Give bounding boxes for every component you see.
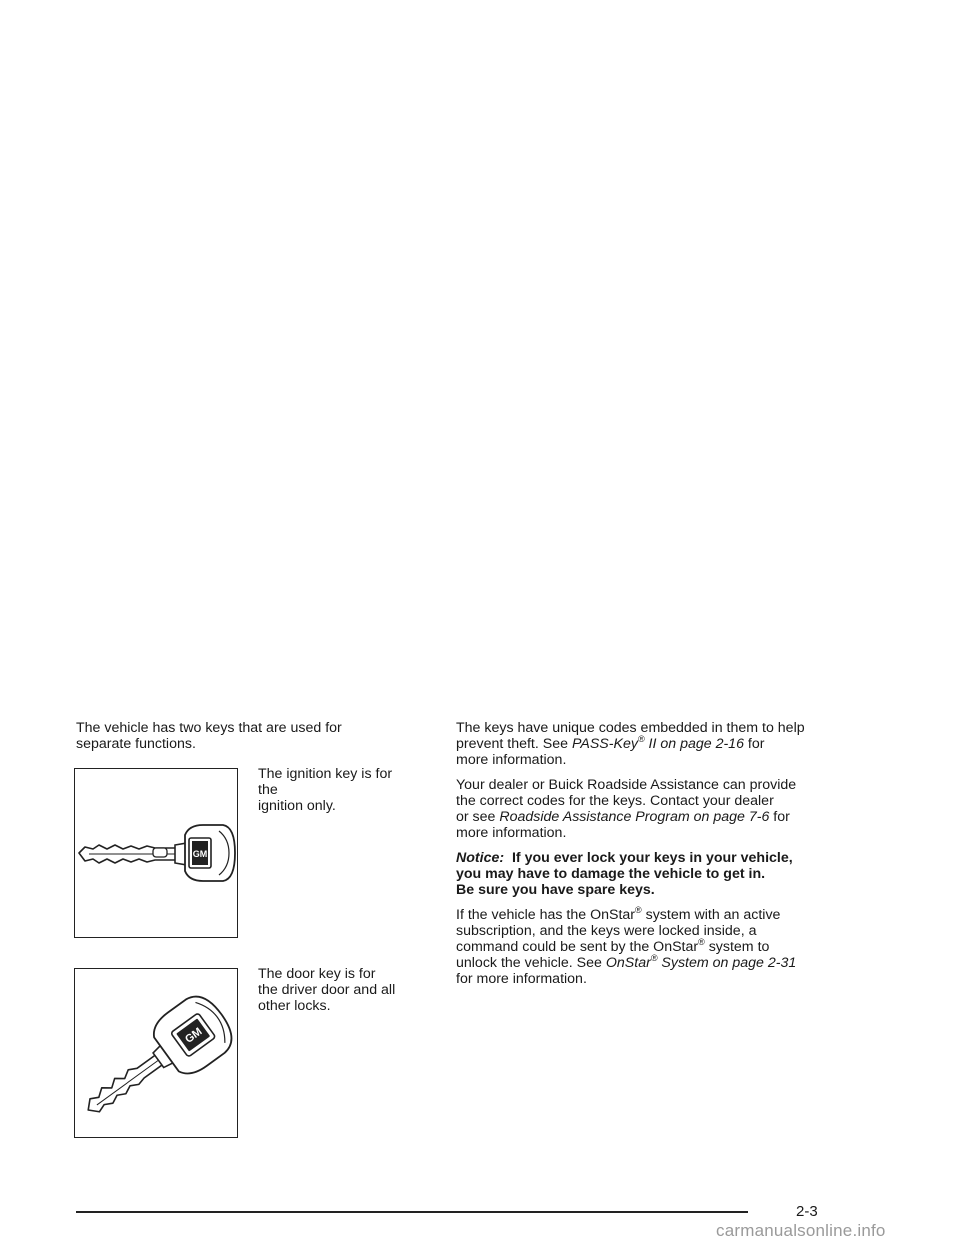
onstar-line-3: command could be sent by the OnStar xyxy=(456,939,699,955)
registered-mark: ® xyxy=(635,905,642,915)
ignition-key-illustration xyxy=(74,768,238,938)
dealer-line-1: Your dealer or Buick Roadside Assistance can provide xyxy=(456,777,797,793)
codes-line-3: more information. xyxy=(456,752,567,768)
onstar-line-2: subscription, and the keys were locked inside, a xyxy=(456,923,757,939)
notice-line-3: Be sure you have spare keys. xyxy=(456,882,655,898)
ignition-key-icon xyxy=(75,769,236,936)
codes-line-2-end: for xyxy=(743,736,765,752)
key-codes-paragraph xyxy=(456,720,836,768)
registered-mark: ® xyxy=(650,953,658,963)
onstar-line-1-end: system with an active xyxy=(641,907,781,923)
pass-key-xref-link[interactable] xyxy=(572,736,744,752)
registered-mark: ® xyxy=(698,937,705,947)
pass-key-xref-page: II on page 2-16 xyxy=(644,736,744,752)
door-caption-line-3: other locks. xyxy=(258,998,331,1014)
ignition-caption-line-1: The ignition key is for the xyxy=(258,766,393,798)
door-caption-line-2: the driver door and all xyxy=(258,982,396,998)
onstar-xref-page: System on page 2-31 xyxy=(657,955,797,971)
registered-mark: ® xyxy=(637,734,645,744)
onstar-system-xref-link[interactable] xyxy=(606,955,796,971)
ignition-key-caption xyxy=(258,766,408,814)
door-key-icon xyxy=(75,969,236,1136)
dealer-line-3: or see xyxy=(456,809,500,825)
ignition-key-logo: GM xyxy=(192,849,208,859)
dealer-line-3-end: for xyxy=(769,809,790,825)
codes-line-1: The keys have unique codes embedded in them to help xyxy=(456,720,805,736)
onstar-line-5: for more information. xyxy=(456,971,587,987)
watermark: carmanualsonline.info xyxy=(716,1221,886,1240)
notice-label: Notice: xyxy=(456,850,505,866)
pass-key-xref-text: PASS-Key xyxy=(571,736,638,752)
page-number: 2-3 xyxy=(796,1203,818,1220)
footer-rule xyxy=(76,1211,748,1213)
intro-line-2: separate functions. xyxy=(76,736,196,752)
intro-line-1: The vehicle has two keys that are used for xyxy=(76,720,342,736)
door-key-logo: GM xyxy=(183,1025,205,1046)
ignition-caption-line-2: ignition only. xyxy=(258,798,336,814)
onstar-paragraph xyxy=(456,907,836,987)
onstar-line-4: unlock the vehicle. See xyxy=(456,955,606,971)
right-column xyxy=(456,720,836,996)
codes-line-2: prevent theft. See xyxy=(456,736,572,752)
onstar-line-3-end: system to xyxy=(704,939,770,955)
dealer-paragraph xyxy=(456,777,836,841)
intro-paragraph xyxy=(76,720,406,752)
door-key-caption xyxy=(258,966,408,1014)
notice-line-1: If you ever lock your keys in your vehicle, xyxy=(504,850,793,866)
dealer-line-2: the correct codes for the keys. Contact your dealer xyxy=(456,793,774,809)
notice-line-2: you may have to damage the vehicle to get in. xyxy=(456,866,766,882)
door-key-illustration xyxy=(74,968,238,1138)
onstar-xref-text: OnStar xyxy=(605,955,651,971)
notice-paragraph xyxy=(456,850,836,898)
door-caption-line-1: The door key is for xyxy=(258,966,376,982)
dealer-line-4: more information. xyxy=(456,825,567,841)
roadside-assistance-xref-link[interactable]: Roadside Assistance Program on page 7-6 xyxy=(499,809,770,825)
onstar-line-1: If the vehicle has the OnStar xyxy=(456,907,636,923)
